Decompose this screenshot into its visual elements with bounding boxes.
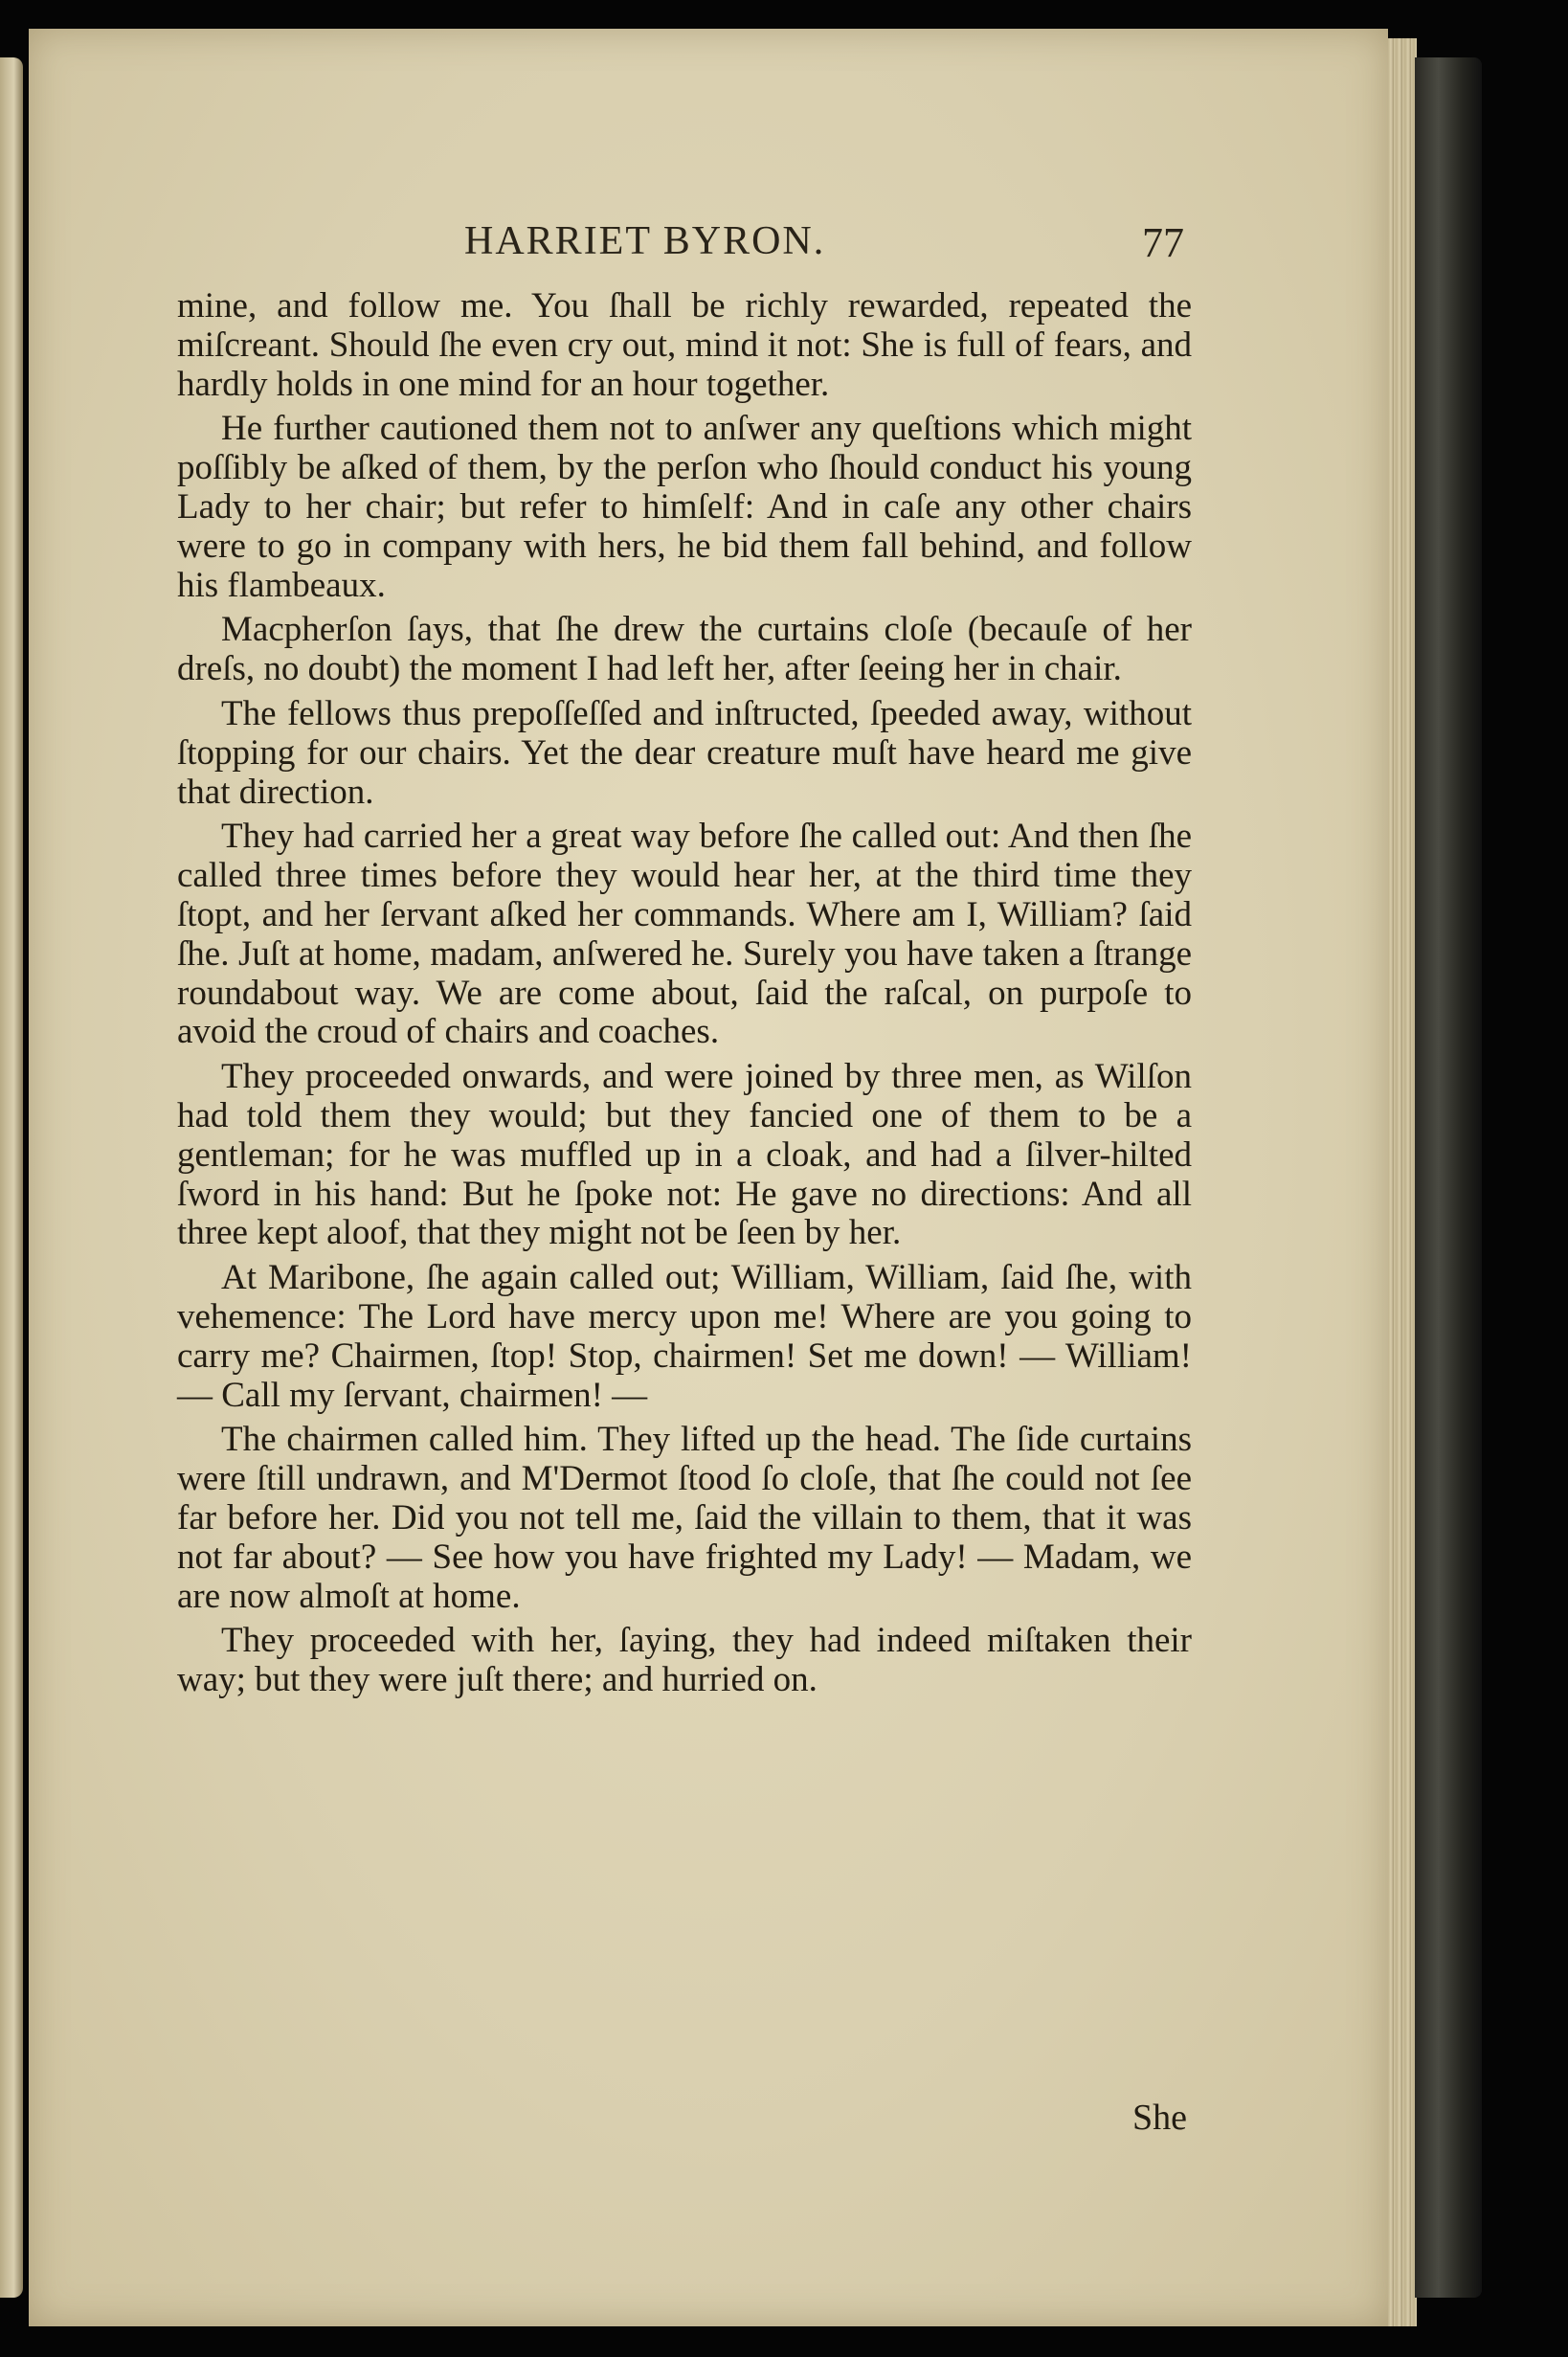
facing-page-edge [0,57,23,2298]
catchword: She [1132,2098,1187,2138]
paragraph: They had carried her a great way before ſhe called out: And then ſhe called three times before they would hear her, at the third time they ſtopt, and her ſervant aſked her commands. Where am I, William? ſaid ſhe. Juſt at home, madam, anſwered he. Surely you have taken a ſtrange roundabout way. We are come about, ſaid the raſcal, on purpoſe to avoid the croud of chairs and coaches. [177,817,1192,1052]
page-number: 77 [1142,219,1184,266]
book-binding [1415,57,1482,2298]
paragraph: The chairmen called him. They lifted up the head. The ſide curtains were ſtill undrawn, and M'Dermot ſtood ſo cloſe, that ſhe could not ſee far before her. Did you not tell me, ſaid the villain to them, that it was not far about? — See how you have frighted my Lady! — Madam, we are now almoſt at home. [177,1420,1192,1616]
paragraph: mine, and follow me. You ſhall be richly rewarded, repeated the miſcreant. Should ſhe even cry out, mind it not: She is full of fears, and hardly holds in one mind for an hour together. [177,286,1192,404]
paragraph: The fellows thus prepoſſeſſed and inſtructed, ſpeeded away, without ſtopping for our chairs. Yet the dear creature muſt have heard me give that direction. [177,693,1192,812]
paragraph: They proceeded with her, ſaying, they had indeed miſtaken their way; but they were juſt there; and hurried on. [177,1621,1192,1700]
paragraph: They proceeded onwards, and were joined by three men, as Wilſon had told them they would; but they fancied one of them to be a gentleman; for he was muffled up in a cloak, and had a ſilver-hilted ſword in his hand: But he ſpoke not: He gave no directions: And all three kept aloof, that they might not be ſeen by her. [177,1057,1192,1253]
running-title: HARRIET BYRON. [464,219,826,263]
paragraph: At Maribone, ſhe again called out; William, William, ſaid ſhe, with vehemence: The Lord have mercy upon me! Where are you going to carry me? Chairmen, ſtop! Stop, chairmen! Set me down! — William! — Call my ſervant, chairmen! — [177,1258,1192,1415]
body-text [177,287,1192,1706]
paragraph: He further cautioned them not to anſwer any queſtions which might poſſibly be aſked of them, by the perſon who ſhould conduct his young Lady to her chair; but refer to himſelf: And in caſe any other chairs were to go in company with hers, he bid them fall behind, and follow his flambeaux. [177,409,1192,605]
paragraph: Macpherſon ſays, that ſhe drew the curtains cloſe (becauſe of her dreſs, no doubt) the moment I had left her, after ſeeing her in chair. [177,610,1192,689]
book-page [29,29,1388,2326]
running-head [29,218,1388,276]
